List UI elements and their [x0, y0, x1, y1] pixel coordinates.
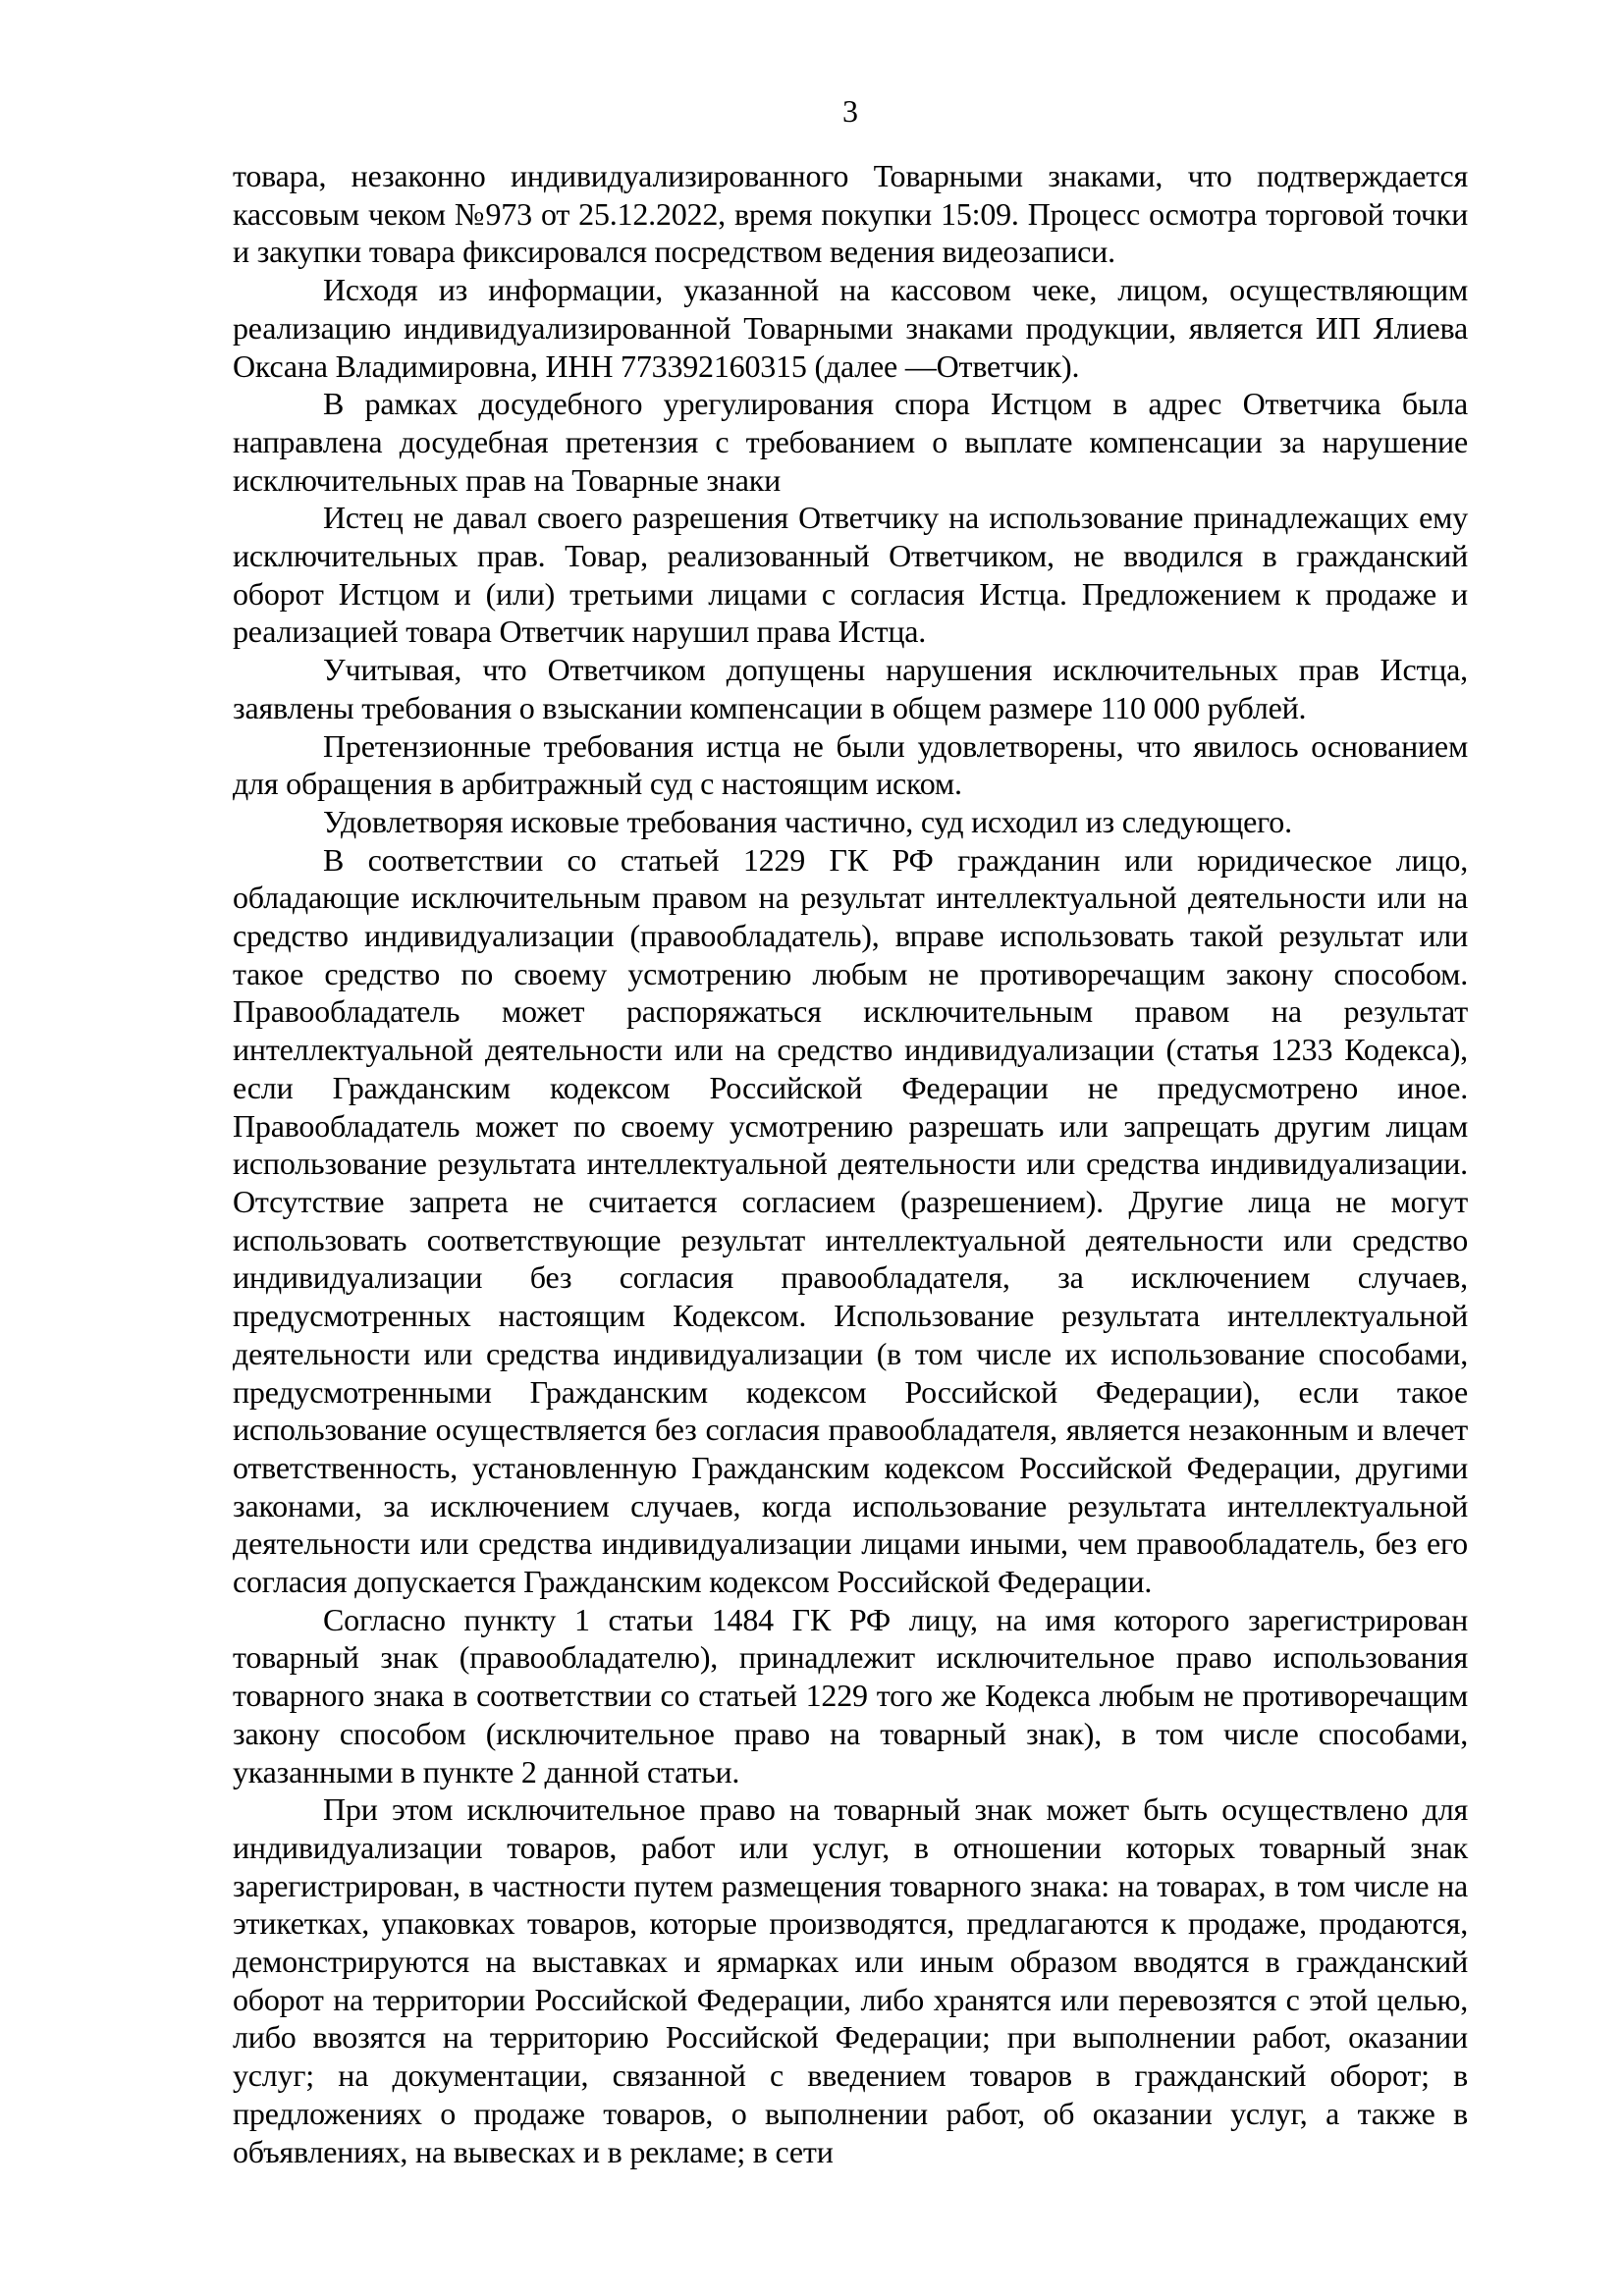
page-number: 3 [842, 93, 858, 129]
paragraph-article-1484: Согласно пункту 1 статьи 1484 ГК РФ лицу, на имя которого зарегистрирован товарный знак (правообладателю), принадлежит исключительное право использования товарного знака в соответствии со статьей 1229 того же Кодекса любым не противоречащим закону способом (исключительное право на товарный знак), в том числе способами, указанными в пункте 2 данной статьи. [233, 1601, 1468, 1789]
paragraph-defendant-info: Исходя из информации, указанной на кассовом чеке, лицом, осуществляющим реализацию индивидуализированной Товарными знаками продукции, является ИП Ялиева Оксана Владимировна, ИНН 773392160315 (далее —Ответчик). [233, 272, 1468, 384]
paragraph-trademark-use: При этом исключительное право на товарный знак может быть осуществлено для индивидуализации товаров, работ или услуг, в отношении которых товарный знак зарегистрирован, в частности путем размещения товарного знака: на товарах, в том числе на этикетках, упаковках товаров, которые производятся, предлагаются к продаже, продаются, демонстрируются на выставках и ярмарках или иным образом вводятся в гражданский оборот на территории Российской Федерации, либо хранятся или перевозятся с этой целью, либо ввозятся на территорию Российской Федерации; при выполнении работ, оказании услуг; на документации, связанной с введением товаров в гражданский оборот; в предложениях о продаже товаров, о выполнении работ, об оказании услуг, а также в объявлениях, на вывесках и в рекламе; в сети [233, 1791, 1468, 2169]
paragraph-article-1229: В соответствии со статьей 1229 ГК РФ гражданин или юридическое лицо, обладающие исключительным правом на результат интеллектуальной деятельности или на средство индивидуализации (правообладатель), вправе использовать такой результат или такое средство по своему усмотрению любым не противоречащим закону способом. Правообладатель может распоряжаться исключительным правом на результат интеллектуальной деятельности или на средство индивидуализации (статья 1233 Кодекса), если Гражданским кодексом Российской Федерации не предусмотрено иное. Правообладатель может по своему усмотрению разрешать или запрещать другим лицам использование результата интеллектуальной деятельности или средства индивидуализации. Отсутствие запрета не считается согласием (разрешением). Другие лица не могут использовать соответствующие результат интеллектуальной деятельности или средство индивидуализации без согласия правообладателя, за исключением случаев, предусмотренных настоящим Кодексом. Использование результата интеллектуальной деятельности или средства индивидуализации (в том числе их использование способами, предусмотренными Гражданским кодексом Российской Федерации), если такое использование осуществляется без согласия правообладателя, является незаконным и влечет ответственность, установленную Гражданским кодексом Российской Федерации, другими законами, за исключением случаев, когда использование результата интеллектуальной деятельности или средства индивидуализации лицами иными, чем правообладатель, без его согласия допускается Гражданским кодексом Российской Федерации. [233, 841, 1468, 1600]
paragraph-pretrial-claim: В рамках досудебного урегулирования спора Истцом в адрес Ответчика была направлена досудебная претензия с требованием о выплате компенсации за нарушение исключительных прав на Товарные знаки [233, 386, 1468, 498]
paragraph-no-permission: Истец не давал своего разрешения Ответчику на использование принадлежащих ему исключительных прав. Товар, реализованный Ответчиком, не вводился в гражданский оборот Истцом и (или) третьими лицами с согласия Истца. Предложением к продаже и реализацией товара Ответчик нарушил права Истца. [233, 500, 1468, 650]
paragraph-compensation-claim: Учитывая, что Ответчиком допущены нарушения исключительных прав Истца, заявлены требования о взыскании компенсации в общем размере 110 000 рублей. [233, 652, 1468, 725]
paragraph-court-reasoning-intro: Удовлетворяя исковые требования частично, суд исходил из следующего. [323, 803, 1292, 839]
paragraph-claim-not-satisfied: Претензионные требования истца не были удовлетворены, что явилось основанием для обращения в арбитражный суд с настоящим иском. [233, 727, 1468, 802]
body-text [233, 157, 1468, 2170]
paragraph-continuation: товара, незаконно индивидуализированного Товарными знаками, что подтверждается кассовым чеком №973 от 25.12.2022, время покупки 15:09. Процесс осмотра торговой точки и закупки товара фиксировался посредством ведения видеозаписи. [233, 158, 1468, 270]
